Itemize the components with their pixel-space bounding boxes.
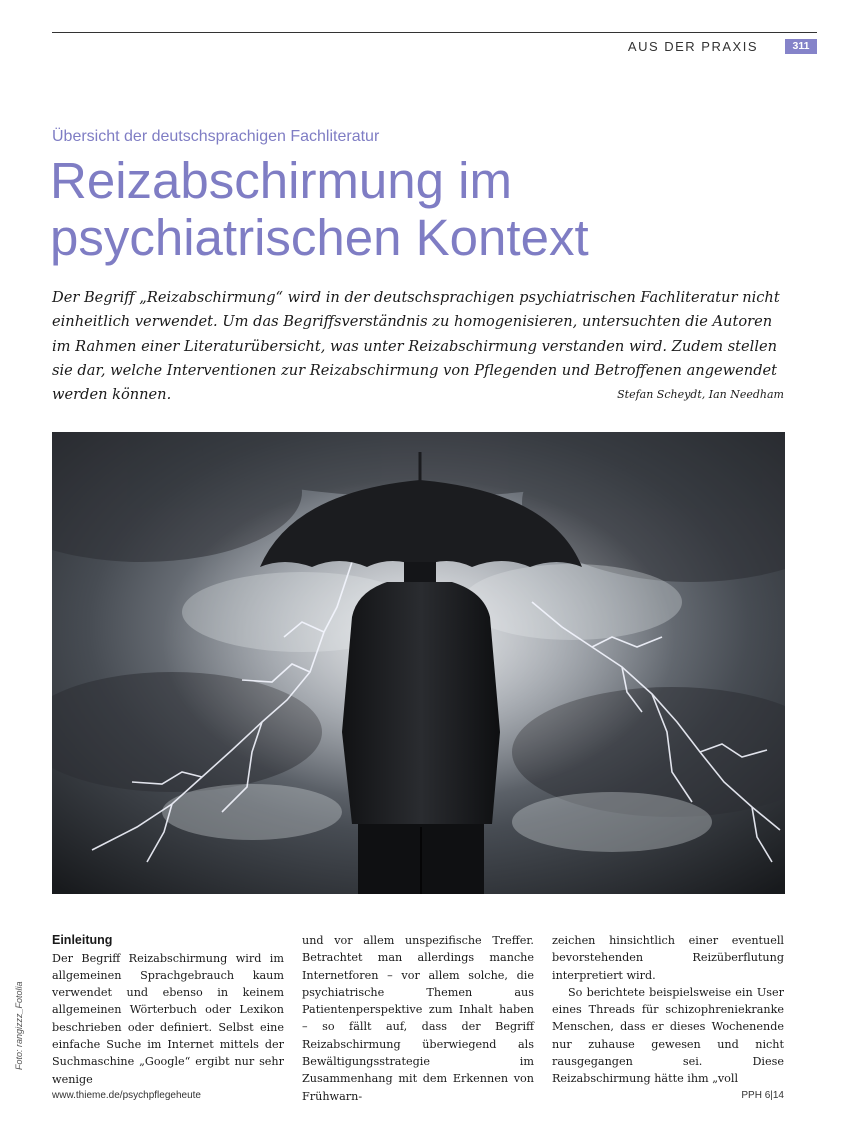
photo-credit: Foto: rangizzz_Fotolia: [14, 981, 24, 1070]
body-paragraph: So berichtete beispielsweise ein User eines Threads für schizophreniekranke Menschen, dass er dieses Wochenende nur zuhause gewesen und nicht rausgegangen sei. Diese Reizabschirmung hätte ihm „voll: [552, 985, 784, 1086]
body-column-3: [552, 932, 784, 1088]
footer-url: www.thieme.de/psychpflegeheute: [52, 1090, 201, 1101]
section-label: AUS DER PRAXIS: [627, 39, 758, 54]
article-kicker: Übersicht der deutschsprachigen Fachliteratur: [52, 128, 380, 145]
header-rule: [52, 32, 817, 33]
article-title: [50, 152, 810, 266]
title-line-2: psychiatrischen Kontext: [50, 209, 589, 266]
storm-illustration: [52, 432, 785, 894]
hero-photo-man-with-umbrella-in-storm: [52, 432, 785, 894]
article-lead: Der Begriff „Reizabschirmung“ wird in der deutschsprachigen psychiatrischen Fachliteratur nicht einheitlich verwendet. Um das Begriffsverständnis zu homogenisieren, untersuchten die Autoren im Rahmen einer Literaturübersicht, was unter Reizabschirmung verstanden wird. Zudem stellen sie dar, welche Interventionen zur Reizabschirmung von Pflegenden und Betroffenen angewendet werden können.: [52, 289, 780, 404]
page-number-badge: 311: [785, 39, 817, 54]
footer-issue: PPH 6|14: [741, 1090, 784, 1101]
body-paragraph: zeichen hinsichtlich einer eventuell bevorstehenden Reizüberflutung interpretiert wird.: [552, 934, 784, 982]
article-authors: Stefan Scheydt, Ian Needham: [617, 388, 784, 401]
title-line-1: Reizabschirmung im: [50, 152, 512, 209]
body-paragraph: Der Begriff Reizabschirmung wird im allgemeinen Sprachgebrauch kaum verwendet und ebenso in keinem allgemeinen Wörterbuch oder Lexikon beschrieben oder definiert. Selbst eine einfache Suche im Internet mittels der Suchmaschine „Google“ ergibt nur sehr wenige: [52, 951, 284, 1086]
body-column-2: [302, 932, 534, 1105]
section-heading-einleitung: Einleitung: [52, 933, 113, 947]
body-paragraph: und vor allem unspezifische Treffer. Betrachtet man allerdings manche Internetforen – vor allem solche, die psychiatrische Themen aus Patientenperspektive zum Inhalt haben – so fällt auf, dass der Begriff Reizabschirmung überwiegend als Bewältigungsstrategie im Zusammenhang mit dem Erkennen von Frühwarn-: [302, 934, 534, 1103]
body-column-1: [52, 932, 284, 1088]
